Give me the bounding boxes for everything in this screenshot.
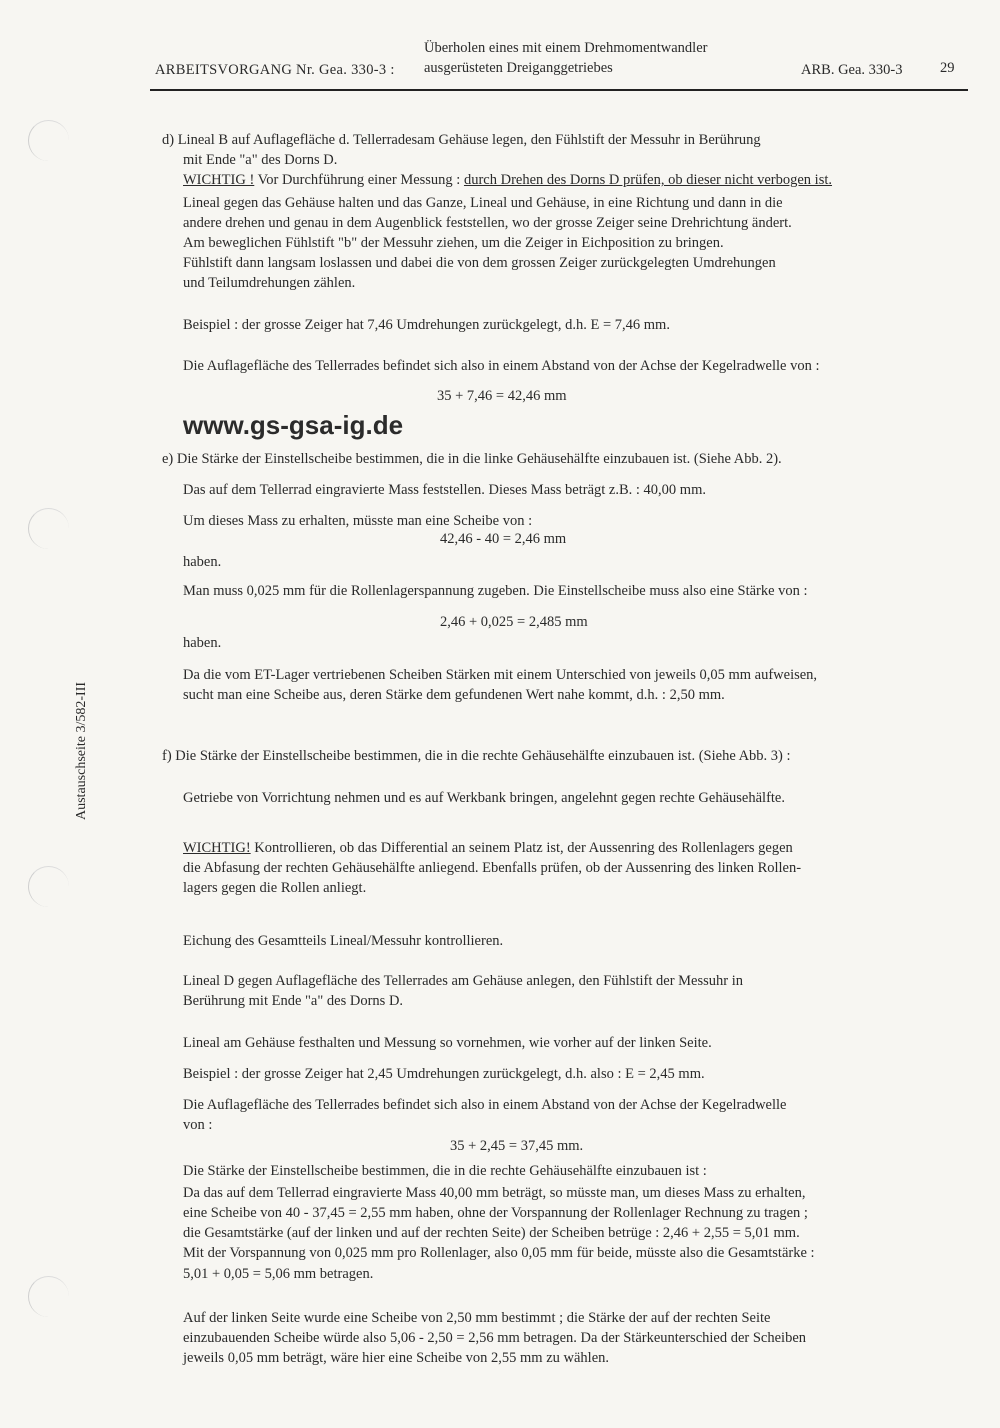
formula: 2,46 + 0,025 = 2,485 mm <box>440 614 588 630</box>
text-line: Auf der linken Seite wurde eine Scheibe von 2,50 mm bestimmt ; die Stärke der auf der rechten Seite <box>183 1310 771 1326</box>
important-note: durch Drehen des Dorns D prüfen, ob dieser nicht verbogen ist. <box>463 172 833 188</box>
header-right: ARB. Gea. 330-3 <box>801 62 903 78</box>
watermark: www.gs-gsa-ig.de <box>183 410 404 440</box>
formula: 35 + 7,46 = 42,46 mm <box>437 388 567 404</box>
text-line: die Gesamtstärke (auf der linken und auf der rechten Seite) der Scheiben betrüge : 2,46 + 2,55 = 5,01 mm. <box>183 1225 800 1241</box>
text-line: Beispiel : der grosse Zeiger hat 2,45 Umdrehungen zurückgelegt, d.h. also : E = 2,45 mm. <box>183 1066 705 1082</box>
text-line: jeweils 0,05 mm beträgt, wäre hier eine Scheibe von 2,55 mm zu wählen. <box>183 1350 610 1366</box>
text-line: einzubauenden Scheibe würde also 5,06 - 2,50 = 2,56 mm betragen. Da der Stärkeunterschied der Scheiben <box>183 1330 807 1346</box>
text-line: f) Die Stärke der Einstellscheibe bestimmen, die in die rechte Gehäusehälfte einzubauen ist. (Siehe Abb. 3) : <box>162 748 791 764</box>
side-label: Austauschseite 3/582-III <box>74 681 89 820</box>
text-line: Berührung mit Ende "a" des Dorns D. <box>183 993 404 1009</box>
text-line: lagers gegen die Rollen anliegt. <box>183 880 367 896</box>
important-label: WICHTIG! <box>183 840 251 856</box>
text-line: d) Lineal B auf Auflagefläche d. Tellerradesam Gehäuse legen, den Fühlstift der Messuhr in Berührung <box>162 132 761 148</box>
formula: 35 + 2,45 = 37,45 mm. <box>450 1138 584 1154</box>
text-line: Lineal am Gehäuse festhalten und Messung so vornehmen, wie vorher auf der linken Seite. <box>183 1035 712 1051</box>
header-title-line-2: ausgerüsteten Dreiganggetriebes <box>424 60 613 76</box>
text-line: eine Scheibe von 40 - 37,45 = 2,55 mm haben, ohne der Vorspannung der Rollenlager Rechnung zu tragen ; <box>183 1205 808 1221</box>
text-line: WICHTIG ! Vor Durchführung einer Messung : durch Drehen des Dorns D prüfen, ob dieser nicht verbogen ist. <box>183 172 833 188</box>
text-line: Fühlstift dann langsam loslassen und dabei die von dem grossen Zeiger zurückgelegten Umdrehungen <box>183 255 776 271</box>
header-title-line-1: Überholen eines mit einem Drehmomentwandler <box>424 40 708 56</box>
text-line: Das auf dem Tellerrad eingravierte Mass feststellen. Dieses Mass beträgt z.B. : 40,00 mm. <box>183 482 706 498</box>
header-title <box>424 38 707 78</box>
text-line: Getriebe von Vorrichtung nehmen und es auf Werkbank bringen, angelehnt gegen rechte Gehäusehälfte. <box>183 790 785 806</box>
text-line: Die Stärke der Einstellscheibe bestimmen, die in die rechte Gehäusehälfte einzubauen ist : <box>183 1163 707 1179</box>
header-rule <box>150 89 968 91</box>
text-line: Die Auflagefläche des Tellerrades befindet sich also in einem Abstand von der Achse der Kegelradwelle <box>183 1097 787 1113</box>
text-line: Am beweglichen Fühlstift "b" der Messuhr ziehen, um die Zeiger in Eichposition zu bringen. <box>183 235 724 251</box>
text-line: Beispiel : der grosse Zeiger hat 7,46 Umdrehungen zurückgelegt, d.h. E = 7,46 mm. <box>183 317 670 333</box>
text-line: 5,01 + 0,05 = 5,06 mm betragen. <box>183 1266 374 1282</box>
important-label: WICHTIG ! <box>183 172 255 188</box>
text-line: haben. <box>183 554 222 570</box>
punch-hole-2 <box>28 508 69 549</box>
text-line: e) Die Stärke der Einstellscheibe bestimmen, die in die linke Gehäusehälfte einzubauen ist. (Siehe Abb. 2). <box>162 451 782 467</box>
text-line: und Teilumdrehungen zählen. <box>183 275 356 291</box>
text-line: von : <box>183 1117 213 1133</box>
header-left: ARBEITSVORGANG Nr. Gea. 330-3 : <box>155 62 395 78</box>
text-line: sucht man eine Scheibe aus, deren Stärke dem gefundenen Wert nahe kommt, d.h. : 2,50 mm. <box>183 687 725 703</box>
text-line: Eichung des Gesamtteils Lineal/Messuhr kontrollieren. <box>183 933 504 949</box>
text-line: mit Ende "a" des Dorns D. <box>183 152 338 168</box>
text-line: WICHTIG! Kontrollieren, ob das Differential an seinem Platz ist, der Aussenring des Rollenlagers gegen <box>183 840 793 856</box>
text-line: Da das auf dem Tellerrad eingravierte Mass 40,00 mm beträgt, so müsste man, um dieses Mass zu erhalten, <box>183 1185 806 1201</box>
text-line: Da die vom ET-Lager vertriebenen Scheiben Stärken mit einem Unterschied von jeweils 0,05 mm aufweisen, <box>183 667 818 683</box>
text-line: haben. <box>183 635 222 651</box>
page-number: 29 <box>940 60 955 76</box>
text-line: Mit der Vorspannung von 0,025 mm pro Rollenlager, also 0,05 mm für beide, müsste also die Gesamtstärke : <box>183 1245 815 1261</box>
text-line: die Abfasung der rechten Gehäusehälfte anliegend. Ebenfalls prüfen, ob der Aussenring des linken Rollen- <box>183 860 802 876</box>
punch-hole-1 <box>28 120 69 161</box>
punch-hole-3 <box>28 866 69 907</box>
text-line: Die Auflagefläche des Tellerrades befindet sich also in einem Abstand von der Achse der Kegelradwelle von : <box>183 358 820 374</box>
text-line: andere drehen und genau in dem Augenblick feststellen, wo der grosse Zeiger seine Drehrichtung ändert. <box>183 215 792 231</box>
punch-hole-4 <box>28 1276 69 1317</box>
formula: 42,46 - 40 = 2,46 mm <box>440 531 567 547</box>
text-line: Lineal D gegen Auflagefläche des Tellerrades am Gehäuse anlegen, den Fühlstift der Messuhr in <box>183 973 743 989</box>
text-line: Lineal gegen das Gehäuse halten und das Ganze, Lineal und Gehäuse, in eine Richtung und dann in die <box>183 195 783 211</box>
text-line: Man muss 0,025 mm für die Rollenlagerspannung zugeben. Die Einstellscheibe muss also eine Stärke von : <box>183 583 808 599</box>
text-line: Um dieses Mass zu erhalten, müsste man eine Scheibe von : <box>183 513 533 529</box>
